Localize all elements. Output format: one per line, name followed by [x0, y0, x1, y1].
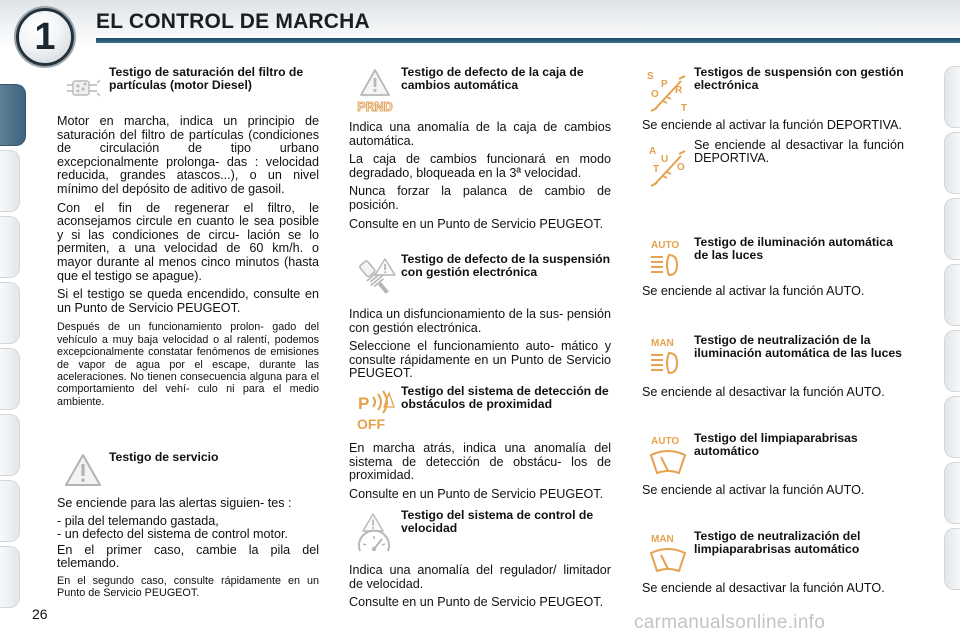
svg-text:P: P	[358, 394, 370, 413]
svg-text:AUTO: AUTO	[651, 240, 680, 251]
svg-text:O: O	[651, 89, 659, 100]
manual-wiper-icon	[642, 530, 694, 576]
dpf-note: Después de un funcionamiento prolon- gado del vehículo a muy baja velocidad o al ralentí, podemos excepcionalmente constatar fenómenos de emisiones de vapor de agua por el escape, durante las aceleraciones. No tienen consecuencia alguna para el comportamiento del vehí- culo ni para el medio ambiente.	[57, 321, 319, 408]
cruise-paragraph-1: Indica una anomalía del regulador/ limitador de velocidad.	[349, 563, 611, 591]
chapter-tab[interactable]	[944, 462, 960, 524]
parking-sensor-off-icon	[349, 385, 401, 435]
header-rule	[96, 38, 960, 43]
chapter-tab[interactable]	[944, 528, 960, 590]
sport-suspension-title: Testigos de suspensión con gestión electrónica	[694, 65, 904, 93]
cruise-title: Testigo del sistema de control de velocidad	[401, 508, 594, 536]
dpf-title: Testigo de saturación del filtro de partículas (motor Diesel)	[109, 65, 304, 93]
gearbox-paragraph-3: Nunca forzar la palanca de cambio de posición.	[349, 184, 611, 212]
chapter-tab[interactable]	[0, 150, 20, 212]
page-title: EL CONTROL DE MARCHA	[96, 10, 370, 33]
auto-wiper-icon	[642, 432, 694, 478]
auto-wiper-section	[642, 432, 904, 498]
svg-text:U: U	[661, 153, 669, 165]
svg-text:O: O	[677, 161, 685, 173]
sport-paragraph-2: Se enciende al desactivar la función DEPORTIVA.	[694, 137, 904, 166]
parking-title: Testigo del sistema de detección de obstáculos de proximidad	[401, 384, 609, 412]
chapter-tab[interactable]	[0, 282, 20, 344]
dpf-paragraph-2: Con el fin de regenerar el filtro, le aconsejamos circule en cuanto le sea posible y si las condiciones de circu- lación se lo permiten, a una velocidad de 60 km/h. o mayor durante al menos cinco minutos (hasta que el testigo se apague).	[57, 200, 319, 283]
left-chapter-tabs	[0, 66, 26, 606]
manual-wiper-title: Testigo de neutralización del limpiaparabrisas automático	[694, 529, 861, 557]
gearbox-title: Testigo de defecto de la caja de cambios automática	[401, 65, 584, 93]
gearbox-paragraph-2: La caja de cambios funcionará en modo degradado, bloqueada en la 3ª velocidad.	[349, 152, 611, 180]
svg-text:AUTO: AUTO	[651, 436, 680, 447]
suspension-fault-icon	[349, 253, 401, 303]
right-chapter-tabs	[938, 66, 960, 626]
chapter-tab[interactable]	[944, 66, 960, 128]
svg-text:P: P	[661, 79, 668, 90]
suspension-paragraph-1: Indica un disfuncionamiento de la sus- pensión con gestión electrónica.	[349, 307, 611, 335]
service-warning-triangle-icon	[57, 448, 109, 492]
suspension-fault-section	[349, 253, 611, 381]
service-paragraph-2: En el primer caso, cambie la pila del telemando.	[57, 542, 319, 571]
suspension-paragraph-2: Seleccione el funcionamiento auto- mático y consulte rápidamente en un Punto de Servicio PEUGEOT.	[349, 339, 611, 381]
svg-text:S: S	[647, 71, 654, 82]
auto-lights-title: Testigo de iluminación automática de las luces	[694, 235, 893, 263]
auto-wiper-paragraph: Se enciende al activar la función AUTO.	[642, 483, 865, 497]
chapter-tab-active[interactable]	[0, 84, 26, 146]
service-alert-list	[57, 515, 319, 542]
parking-sensor-section	[349, 385, 611, 501]
list-item: - un defecto del sistema de control motor.	[57, 527, 289, 542]
suspension-title: Testigo de defecto de la suspensión con gestión electrónica	[401, 252, 611, 280]
chapter-tab[interactable]	[944, 198, 960, 260]
chapter-tab[interactable]	[0, 414, 20, 476]
manual-wiper-paragraph: Se enciende al desactivar la función AUTO.	[642, 581, 885, 595]
cruise-control-fault-icon	[349, 509, 401, 559]
auto-lights-paragraph: Se enciende al activar la función AUTO.	[642, 284, 865, 298]
chapter-tab[interactable]	[0, 216, 20, 278]
auto-headlamp-icon	[642, 236, 694, 282]
service-warning-section	[57, 448, 319, 600]
auto-wiper-title: Testigo del limpiaparabrisas automático	[694, 431, 858, 459]
svg-text:R: R	[675, 85, 683, 96]
service-note: En el segundo caso, consulte rápidamente en un Punto de Servicio PEUGEOT.	[57, 574, 319, 600]
dpf-warning-section	[57, 66, 319, 408]
particle-filter-saturation-icon	[57, 66, 109, 110]
list-item: - pila del telemando gastada,	[57, 513, 219, 528]
svg-text:T: T	[653, 163, 660, 175]
service-title: Testigo de servicio	[109, 450, 219, 464]
chapter-tab[interactable]	[944, 396, 960, 458]
chapter-tab[interactable]	[0, 480, 20, 542]
gearbox-paragraph-4: Consulte en un Punto de Servicio PEUGEOT.	[349, 216, 604, 231]
gearbox-fault-section	[349, 66, 611, 231]
dpf-paragraph-1: Motor en marcha, indica un principio de saturación del filtro de partículas (condiciones de circulación de tipo urbano excepcionalmente prolonga- das : velocidad reducida, grandes atascos...), o un nivel mínimo del depósito de aditivo de gasoil.	[57, 114, 319, 196]
svg-text:OFF: OFF	[357, 416, 385, 432]
svg-text:T: T	[681, 103, 688, 114]
parking-paragraph-1: En marcha atrás, indica una anomalía del sistema de detección de obstácu- los de proximidad.	[349, 441, 611, 483]
manual-headlamp-icon	[642, 334, 694, 380]
chapter-tab[interactable]	[0, 348, 20, 410]
cruise-paragraph-2: Consulte en un Punto de Servicio PEUGEOT.	[349, 595, 604, 610]
sport-suspension-auto-icon	[642, 139, 694, 189]
chapter-tab[interactable]	[944, 132, 960, 194]
watermark: carmanualsonline.info	[634, 612, 826, 633]
service-paragraph-1: Se enciende para las alertas siguien- tes :	[57, 496, 292, 510]
cruise-control-section	[349, 509, 611, 610]
gearbox-paragraph-1: Indica una anomalía de la caja de cambios automática.	[349, 120, 611, 148]
chapter-tab[interactable]	[944, 330, 960, 392]
manual-wiper-section	[642, 530, 904, 596]
svg-text:A: A	[649, 145, 657, 157]
manual-lights-title: Testigo de neutralización de la iluminación automática de las luces	[694, 333, 902, 361]
chapter-tab[interactable]	[0, 546, 20, 608]
page-number: 26	[32, 606, 48, 622]
svg-text:MAN: MAN	[651, 338, 674, 349]
manual-lights-section	[642, 334, 904, 400]
parking-paragraph-2: Consulte en un Punto de Servicio PEUGEOT.	[349, 486, 604, 501]
manual-lights-paragraph: Se enciende al desactivar la función AUTO.	[642, 385, 885, 399]
sport-paragraph-1: Se enciende al activar la función DEPORTIVA.	[642, 118, 902, 132]
svg-text:MAN: MAN	[651, 534, 674, 545]
auto-lights-section	[642, 236, 904, 299]
chapter-badge: 1	[16, 8, 74, 66]
sport-suspension-icon	[642, 66, 694, 116]
sport-suspension-section	[642, 66, 904, 189]
svg-text:PRND: PRND	[357, 100, 393, 114]
automatic-gearbox-fault-icon	[349, 66, 401, 116]
dpf-paragraph-3: Si el testigo se queda encendido, consulte en un Punto de Servicio PEUGEOT.	[57, 287, 319, 315]
chapter-tab[interactable]	[944, 264, 960, 326]
